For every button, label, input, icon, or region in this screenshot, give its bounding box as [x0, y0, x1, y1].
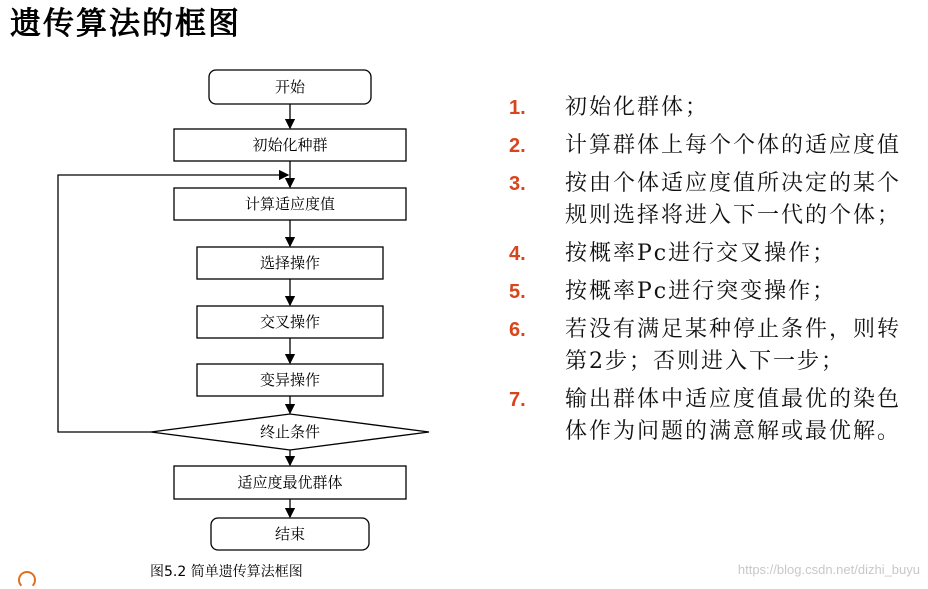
flow-nodes	[151, 70, 429, 550]
flow-node-label-fitness: 计算适应度值	[244, 195, 336, 213]
flow-node-label-best: 适应度最优群体	[237, 473, 343, 492]
step-item	[505, 168, 915, 232]
figure-caption: 图5.2 简单遗传算法框图	[150, 564, 303, 580]
step-number: 7.	[509, 389, 526, 411]
step-text: 按概率Pc进行突变操作；	[565, 279, 837, 304]
step-item	[505, 384, 915, 448]
step-number: 3.	[509, 173, 526, 195]
flow-node-label-start: 开始	[274, 78, 306, 96]
flow-node-label-stop: 终止条件	[259, 423, 321, 441]
step-text: 初始化群体；	[565, 95, 710, 120]
watermark: https://blog.csdn.net/dizhi_buyu	[737, 562, 920, 577]
step-list	[505, 92, 915, 454]
step-number: 6.	[509, 319, 526, 341]
flow-node-label-select: 选择操作	[259, 254, 321, 272]
step-text: 计算群体上每个个体的适应度值	[565, 133, 902, 158]
step-number: 5.	[509, 281, 526, 303]
step-text: 按概率Pc进行交叉操作；	[565, 241, 837, 266]
corner-decoration	[18, 571, 36, 589]
step-item	[505, 238, 915, 270]
step-item	[505, 314, 915, 378]
step-number: 4.	[509, 243, 526, 265]
step-text: 输出群体中适应度值最优的染色体作为问题的满意解或最优解。	[565, 387, 902, 444]
step-item	[505, 276, 915, 308]
flow-node-label-end: 结束	[274, 525, 306, 543]
step-number: 1.	[509, 97, 526, 119]
step-text: 按由个体适应度值所决定的某个规则选择将进入下一代的个体；	[565, 171, 902, 228]
step-text: 若没有满足某种停止条件，则转第2步；否则进入下一步；	[565, 317, 902, 374]
step-item	[505, 130, 915, 162]
flow-node-label-crossover: 交叉操作	[259, 313, 321, 331]
step-number: 2.	[509, 135, 526, 157]
flow-node-label-init: 初始化种群	[252, 136, 328, 154]
flow-node-label-mutation: 变异操作	[259, 371, 321, 389]
step-item	[505, 92, 915, 124]
page-title: 遗传算法的框图	[10, 6, 241, 42]
